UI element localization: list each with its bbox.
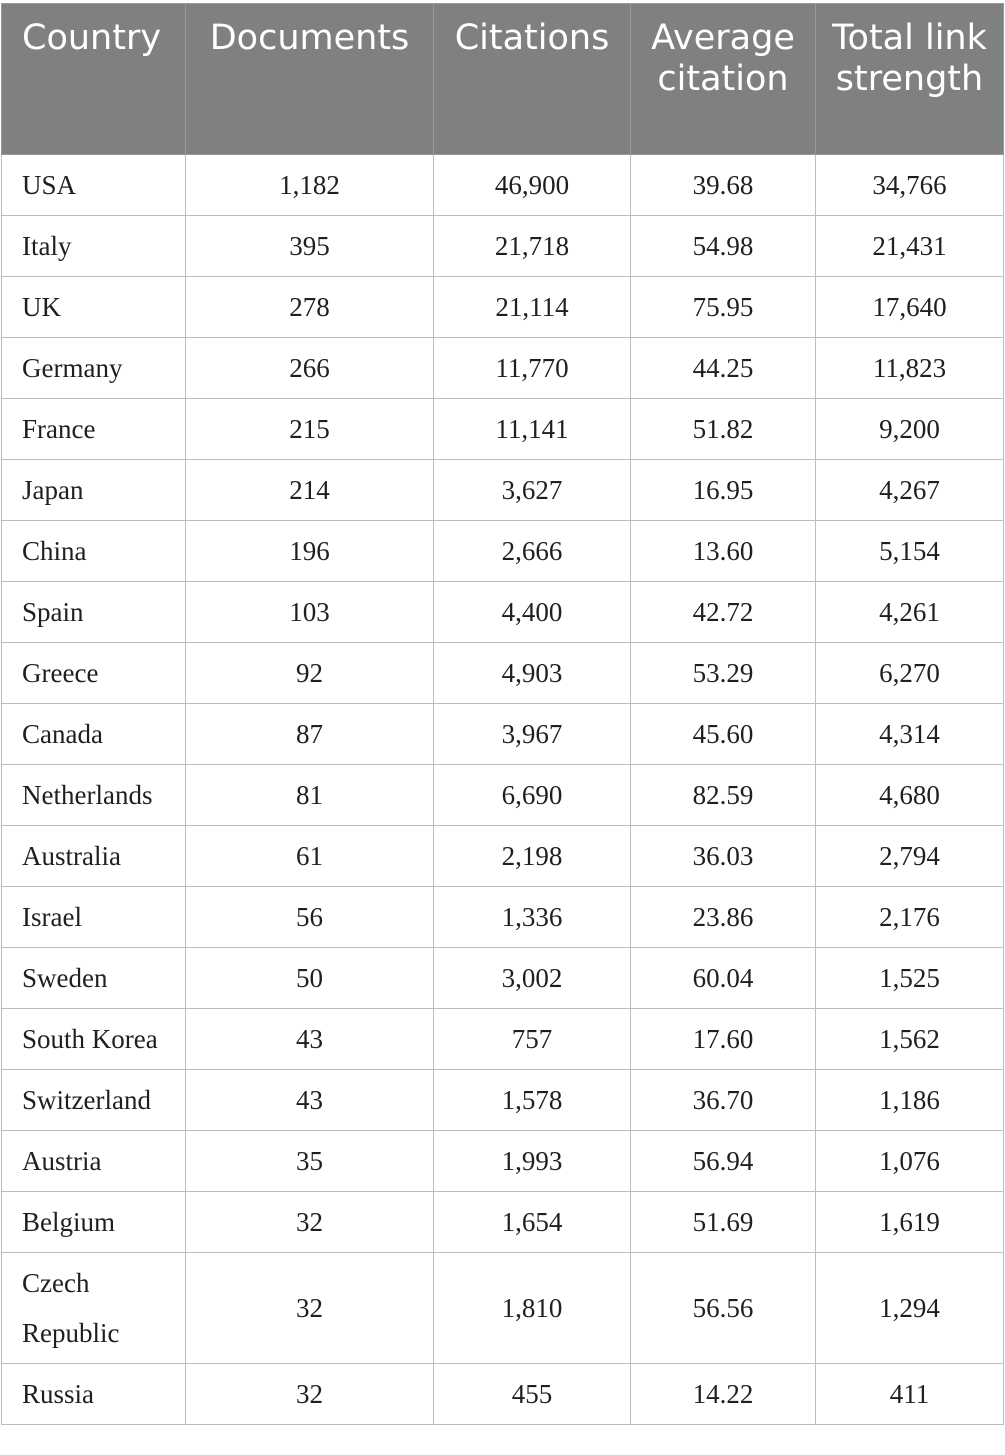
citations-cell: 2,198 <box>434 826 631 887</box>
citations-cell: 3,627 <box>434 460 631 521</box>
average-citation-cell: 60.04 <box>631 948 816 1009</box>
table-row <box>2 155 1004 216</box>
average-citation-cell: 54.98 <box>631 216 816 277</box>
total-link-strength-cell: 4,261 <box>816 582 1004 643</box>
header-citations <box>434 4 631 155</box>
table-row <box>2 1131 1004 1192</box>
header-documents <box>186 4 434 155</box>
documents-cell: 43 <box>186 1009 434 1070</box>
documents-cell: 50 <box>186 948 434 1009</box>
total-link-strength-cell: 2,794 <box>816 826 1004 887</box>
country-cell: South Korea <box>2 1009 186 1070</box>
documents-cell: 92 <box>186 643 434 704</box>
table-row <box>2 704 1004 765</box>
header-total-link-strength <box>816 4 1004 155</box>
citations-cell: 1,654 <box>434 1192 631 1253</box>
documents-cell: 81 <box>186 765 434 826</box>
average-citation-cell: 42.72 <box>631 582 816 643</box>
average-citation-cell: 51.82 <box>631 399 816 460</box>
table-row <box>2 1070 1004 1131</box>
country-cell: Netherlands <box>2 765 186 826</box>
citations-cell: 757 <box>434 1009 631 1070</box>
citations-cell: 4,903 <box>434 643 631 704</box>
average-citation-cell: 56.94 <box>631 1131 816 1192</box>
country-cell: Australia <box>2 826 186 887</box>
average-citation-cell: 56.56 <box>631 1253 816 1364</box>
documents-cell: 32 <box>186 1192 434 1253</box>
country-cell: UK <box>2 277 186 338</box>
table-row <box>2 948 1004 1009</box>
documents-cell: 196 <box>186 521 434 582</box>
average-citation-cell: 44.25 <box>631 338 816 399</box>
country-cell: Switzerland <box>2 1070 186 1131</box>
table-row <box>2 1192 1004 1253</box>
country-cell: Italy <box>2 216 186 277</box>
table-row <box>2 765 1004 826</box>
documents-cell: 278 <box>186 277 434 338</box>
table-row <box>2 887 1004 948</box>
country-cell: China <box>2 521 186 582</box>
country-cell: Czech Republic <box>2 1253 186 1364</box>
documents-cell: 32 <box>186 1364 434 1425</box>
average-citation-cell: 51.69 <box>631 1192 816 1253</box>
table-row <box>2 643 1004 704</box>
header-label: Total link strength <box>832 18 987 99</box>
country-cell: Japan <box>2 460 186 521</box>
citations-cell: 3,967 <box>434 704 631 765</box>
table-row <box>2 582 1004 643</box>
citations-cell: 6,690 <box>434 765 631 826</box>
total-link-strength-cell: 11,823 <box>816 338 1004 399</box>
country-cell: Austria <box>2 1131 186 1192</box>
table-body <box>2 155 1004 1425</box>
header-label: Average citation <box>651 18 795 99</box>
header-row <box>2 4 1004 155</box>
country-cell: Spain <box>2 582 186 643</box>
average-citation-cell: 36.03 <box>631 826 816 887</box>
documents-cell: 87 <box>186 704 434 765</box>
total-link-strength-cell: 17,640 <box>816 277 1004 338</box>
header-label: Documents <box>209 18 410 58</box>
citations-cell: 455 <box>434 1364 631 1425</box>
total-link-strength-cell: 4,680 <box>816 765 1004 826</box>
table-row <box>2 460 1004 521</box>
table-row <box>2 277 1004 338</box>
total-link-strength-cell: 1,294 <box>816 1253 1004 1364</box>
citations-cell: 1,993 <box>434 1131 631 1192</box>
documents-cell: 32 <box>186 1253 434 1364</box>
header-label: Citations <box>454 18 610 58</box>
total-link-strength-cell: 5,154 <box>816 521 1004 582</box>
total-link-strength-cell: 1,619 <box>816 1192 1004 1253</box>
documents-cell: 266 <box>186 338 434 399</box>
total-link-strength-cell: 1,186 <box>816 1070 1004 1131</box>
citations-cell: 1,336 <box>434 887 631 948</box>
average-citation-cell: 82.59 <box>631 765 816 826</box>
documents-cell: 214 <box>186 460 434 521</box>
country-citation-table <box>1 3 1004 1425</box>
documents-cell: 103 <box>186 582 434 643</box>
documents-cell: 61 <box>186 826 434 887</box>
total-link-strength-cell: 4,314 <box>816 704 1004 765</box>
average-citation-cell: 14.22 <box>631 1364 816 1425</box>
citations-cell: 46,900 <box>434 155 631 216</box>
country-cell: Greece <box>2 643 186 704</box>
documents-cell: 56 <box>186 887 434 948</box>
table-row <box>2 399 1004 460</box>
total-link-strength-cell: 9,200 <box>816 399 1004 460</box>
citations-cell: 4,400 <box>434 582 631 643</box>
citations-cell: 1,810 <box>434 1253 631 1364</box>
average-citation-cell: 75.95 <box>631 277 816 338</box>
documents-cell: 395 <box>186 216 434 277</box>
country-cell: Canada <box>2 704 186 765</box>
table-header <box>2 4 1004 155</box>
citations-cell: 21,718 <box>434 216 631 277</box>
documents-cell: 1,182 <box>186 155 434 216</box>
header-label: Country <box>22 18 162 58</box>
country-cell: France <box>2 399 186 460</box>
header-average-citation <box>631 4 816 155</box>
header-country <box>2 4 186 155</box>
table-row <box>2 521 1004 582</box>
total-link-strength-cell: 1,562 <box>816 1009 1004 1070</box>
average-citation-cell: 45.60 <box>631 704 816 765</box>
country-cell: Belgium <box>2 1192 186 1253</box>
table-row <box>2 826 1004 887</box>
total-link-strength-cell: 411 <box>816 1364 1004 1425</box>
table-row <box>2 1364 1004 1425</box>
total-link-strength-cell: 6,270 <box>816 643 1004 704</box>
total-link-strength-cell: 4,267 <box>816 460 1004 521</box>
average-citation-cell: 23.86 <box>631 887 816 948</box>
citations-cell: 3,002 <box>434 948 631 1009</box>
country-cell: Germany <box>2 338 186 399</box>
table-row <box>2 338 1004 399</box>
table-row <box>2 216 1004 277</box>
documents-cell: 35 <box>186 1131 434 1192</box>
total-link-strength-cell: 2,176 <box>816 887 1004 948</box>
total-link-strength-cell: 1,525 <box>816 948 1004 1009</box>
total-link-strength-cell: 34,766 <box>816 155 1004 216</box>
citations-cell: 1,578 <box>434 1070 631 1131</box>
total-link-strength-cell: 21,431 <box>816 216 1004 277</box>
total-link-strength-cell: 1,076 <box>816 1131 1004 1192</box>
average-citation-cell: 16.95 <box>631 460 816 521</box>
average-citation-cell: 36.70 <box>631 1070 816 1131</box>
citations-cell: 11,770 <box>434 338 631 399</box>
average-citation-cell: 39.68 <box>631 155 816 216</box>
average-citation-cell: 53.29 <box>631 643 816 704</box>
documents-cell: 215 <box>186 399 434 460</box>
documents-cell: 43 <box>186 1070 434 1131</box>
country-cell: Sweden <box>2 948 186 1009</box>
table-row <box>2 1009 1004 1070</box>
country-cell: Israel <box>2 887 186 948</box>
table-row <box>2 1253 1004 1364</box>
citations-cell: 11,141 <box>434 399 631 460</box>
country-cell: USA <box>2 155 186 216</box>
citations-cell: 2,666 <box>434 521 631 582</box>
citations-cell: 21,114 <box>434 277 631 338</box>
average-citation-cell: 13.60 <box>631 521 816 582</box>
average-citation-cell: 17.60 <box>631 1009 816 1070</box>
country-cell: Russia <box>2 1364 186 1425</box>
